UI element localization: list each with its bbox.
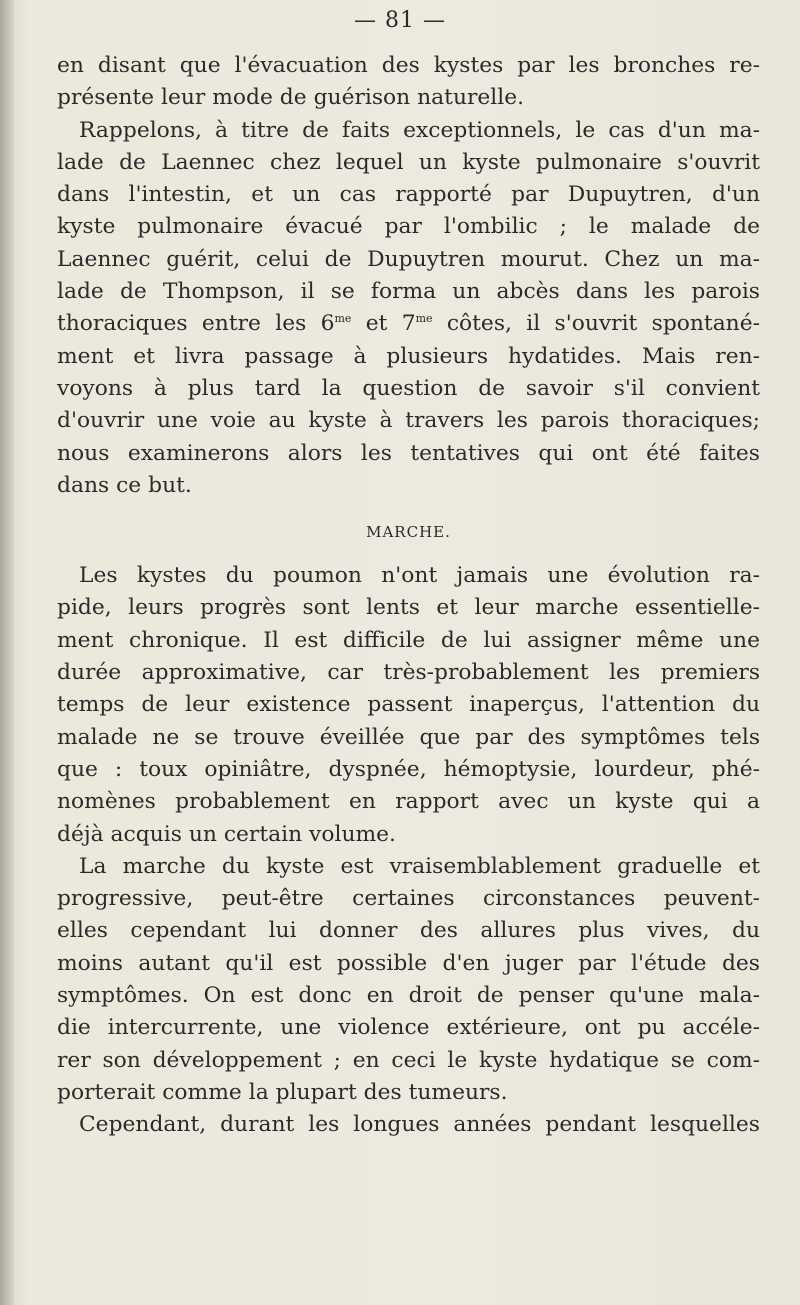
paragraph-5: [57, 1109, 760, 1141]
text-line: Cependant, durant les longues années pendant lesquelles: [79, 1112, 760, 1138]
text-line: La marche du kyste est vraisemblablement graduelle et: [79, 853, 760, 879]
text-line: d'ouvrir une voie au kyste à travers les parois thoraciques;: [57, 408, 760, 434]
section-heading: MARCHE.: [366, 523, 451, 542]
paragraph-3: [57, 560, 760, 851]
text-line: kyste pulmonaire évacué par l'ombilic ; le malade de: [57, 214, 760, 240]
text-line: que : toux opiniâtre, dyspnée, hémoptysie, lourdeur, phé-: [57, 756, 760, 782]
paragraph-4: [57, 851, 760, 1109]
text-line: Laennec guérit, celui de Dupuytren mourut. Chez un ma-: [57, 246, 760, 272]
ribs-sup-1: me: [334, 312, 352, 326]
text-line: Les kystes du poumon n'ont jamais une évolution ra-: [79, 563, 760, 589]
text-line: symptômes. On est donc en droit de penser qu'une mala-: [57, 983, 760, 1009]
text-line: elles cependant lui donner des allures plus vives, du: [57, 918, 760, 944]
ribs-post: côtes, il s'ouvrit spontané-: [432, 311, 760, 337]
text-line: progressive, peut-être certaines circonstances peuvent-: [57, 886, 760, 912]
text-line: durée approximative, car très-probablement les premiers: [57, 660, 760, 686]
ribs-pre: thoraciques entre les 6: [57, 311, 335, 337]
text-line: ment et livra passage à plusieurs hydatides. Mais ren-: [57, 343, 760, 369]
binding-shadow: [0, 0, 14, 1305]
text-line: lade de Thompson, il se forma un abcès dans les parois: [57, 279, 760, 305]
text-line: moins autant qu'il est possible d'en juger par l'étude des: [57, 950, 760, 976]
text-line: porterait comme la plupart des tumeurs.: [57, 1079, 508, 1105]
text-line: pide, leurs progrès sont lents et leur marche essentielle-: [57, 595, 760, 621]
text-line: voyons à plus tard la question de savoir s'il convient: [57, 375, 760, 401]
text-line: dans l'intestin, et un cas rapporté par Dupuytren, d'un: [57, 182, 760, 208]
text-line: présente leur mode de guérison naturelle.: [57, 85, 525, 111]
ribs-mid: et 7: [351, 311, 416, 337]
text-line-ribs: [57, 308, 760, 340]
paragraph-1: [57, 50, 760, 115]
text-line: malade ne se trouve éveillée que par des symptômes tels: [57, 724, 760, 750]
text-line: en disant que l'évacuation des kystes par les bronches re-: [57, 53, 760, 78]
text-line: die intercurrente, une violence extérieure, ont pu accéle-: [57, 1015, 760, 1041]
page-body: [57, 50, 760, 1142]
ribs-sup-2: me: [415, 312, 433, 326]
paragraph-2: [57, 115, 760, 503]
text-line: déjà acquis un certain volume.: [57, 821, 396, 847]
text-line: nous examinerons alors les tentatives qui ont été faites: [57, 440, 760, 466]
text-line: Rappelons, à titre de faits exceptionnels, le cas d'un ma-: [79, 117, 760, 143]
page-number: — 81 —: [354, 8, 446, 33]
text-line: ment chronique. Il est difficile de lui assigner même une: [57, 627, 760, 653]
text-line: temps de leur existence passent inaperçus, l'attention du: [57, 692, 760, 718]
text-line: nomènes probablement en rapport avec un kyste qui a: [57, 789, 760, 815]
text-line: rer son développement ; en ceci le kyste hydatique se com-: [57, 1047, 760, 1073]
text-line: dans ce but.: [57, 472, 192, 498]
text-line: lade de Laennec chez lequel un kyste pulmonaire s'ouvrit: [57, 149, 760, 175]
